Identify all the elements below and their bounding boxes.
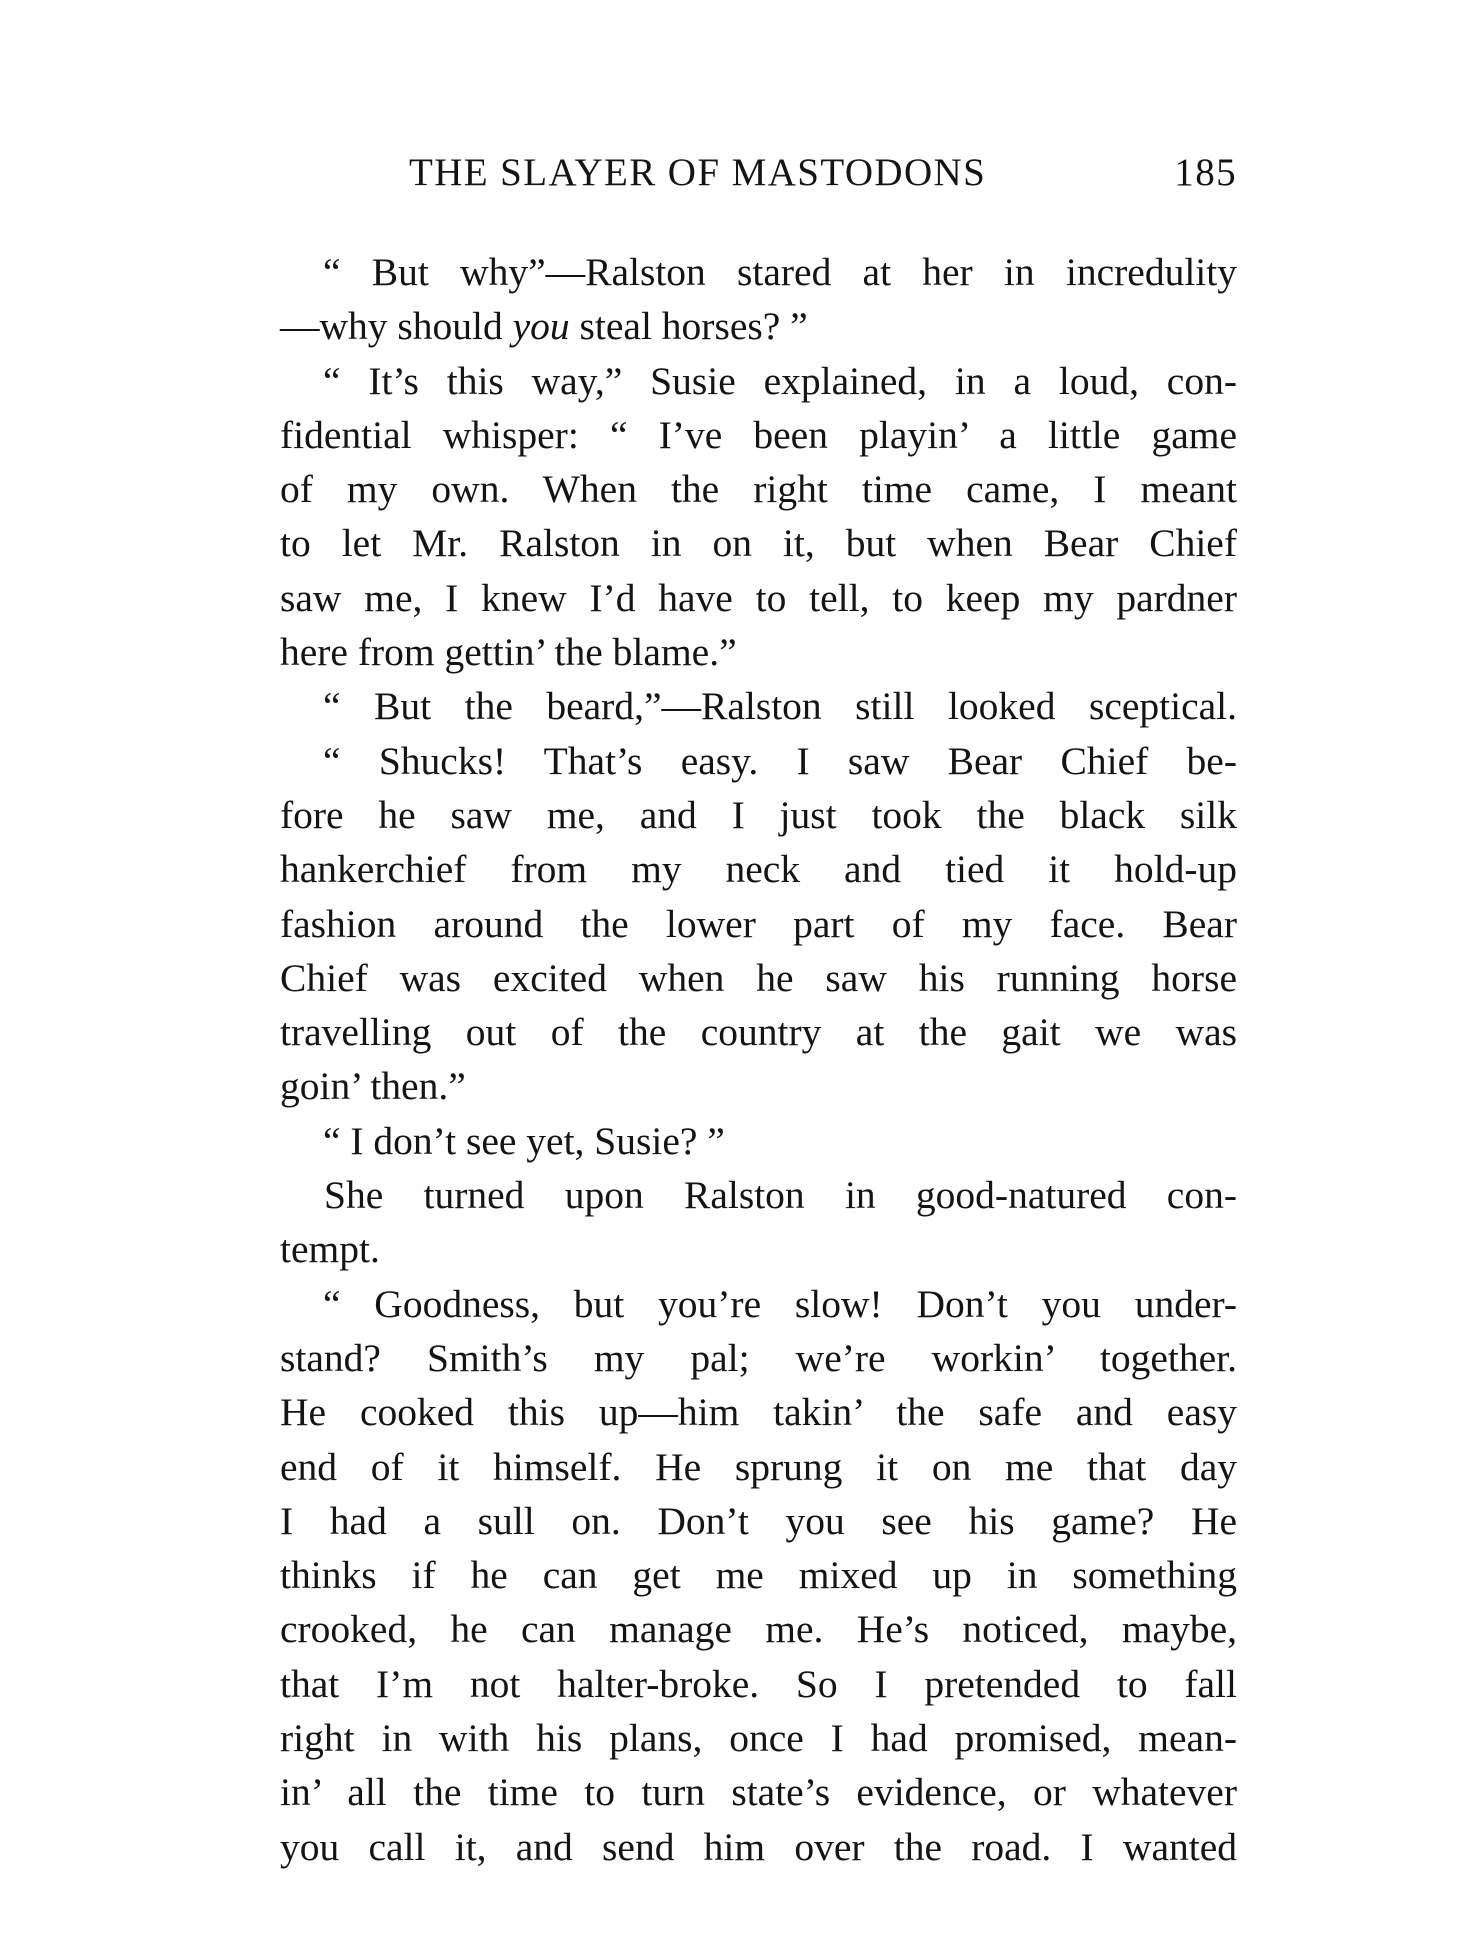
text-line: to let Mr. Ralston in on it, but when Bear Chief bbox=[280, 521, 1237, 566]
text-line: crooked, he can manage me. He’s noticed, maybe, bbox=[280, 1607, 1237, 1652]
text-line: you call it, and send him over the road. I wanted bbox=[280, 1824, 1237, 1869]
text-line: fidential whisper: “ I’ve been playin’ a little game bbox=[280, 412, 1237, 457]
text-line: “ It’s this way,” Susie explained, in a loud, con- bbox=[323, 358, 1237, 403]
text-line: saw me, I knew I’d have to tell, to keep my pardner bbox=[280, 575, 1237, 620]
running-head bbox=[409, 150, 1237, 200]
text-line: I had a sull on. Don’t you see his game? He bbox=[280, 1498, 1237, 1543]
text-line: here from gettin’ the blame.” bbox=[280, 630, 737, 675]
emphasis: you bbox=[512, 304, 570, 349]
text-line: —why should you steal horses? ” bbox=[280, 304, 808, 349]
text-line: “ Goodness, but you’re slow! Don’t you under- bbox=[323, 1281, 1237, 1326]
text-line: thinks if he can get me mixed up in something bbox=[280, 1553, 1237, 1598]
text-line: tempt. bbox=[280, 1227, 380, 1272]
body-text bbox=[280, 245, 1237, 1874]
text-line: end of it himself. He sprung it on me that day bbox=[280, 1444, 1237, 1489]
page-number: 185 bbox=[1174, 151, 1237, 194]
text-line: “ But the beard,”—Ralston still looked sceptical. bbox=[323, 684, 1237, 729]
text-line: She turned upon Ralston in good-natured con- bbox=[324, 1173, 1237, 1218]
text-line: travelling out of the country at the gait we was bbox=[280, 1010, 1237, 1055]
text-line: fashion around the lower part of my face. Bear bbox=[280, 901, 1237, 946]
text-line: hankerchief from my neck and tied it hold-up bbox=[280, 847, 1237, 892]
text-line: that I’m not halter-broke. So I pretended to fall bbox=[280, 1661, 1237, 1706]
text-line: Chief was excited when he saw his running horse bbox=[280, 955, 1237, 1000]
text-line: fore he saw me, and I just took the black silk bbox=[280, 792, 1237, 837]
text-line: He cooked this up—him takin’ the safe and easy bbox=[280, 1390, 1237, 1435]
text-line: of my own. When the right time came, I meant bbox=[280, 467, 1237, 512]
text-line: “ But why”—Ralston stared at her in incredulity bbox=[323, 250, 1237, 294]
text-line: stand? Smith’s my pal; we’re workin’ together. bbox=[280, 1335, 1237, 1380]
text-line: “ Shucks! That’s easy. I saw Bear Chief be- bbox=[323, 738, 1237, 783]
text-line: right in with his plans, once I had promised, mean- bbox=[280, 1716, 1237, 1761]
text-line: “ I don’t see yet, Susie? ” bbox=[323, 1118, 725, 1163]
text-line: in’ all the time to turn state’s evidence, or whatever bbox=[280, 1770, 1237, 1815]
running-title: THE SLAYER OF MASTODONS bbox=[409, 151, 987, 194]
text-line: goin’ then.” bbox=[280, 1064, 466, 1109]
